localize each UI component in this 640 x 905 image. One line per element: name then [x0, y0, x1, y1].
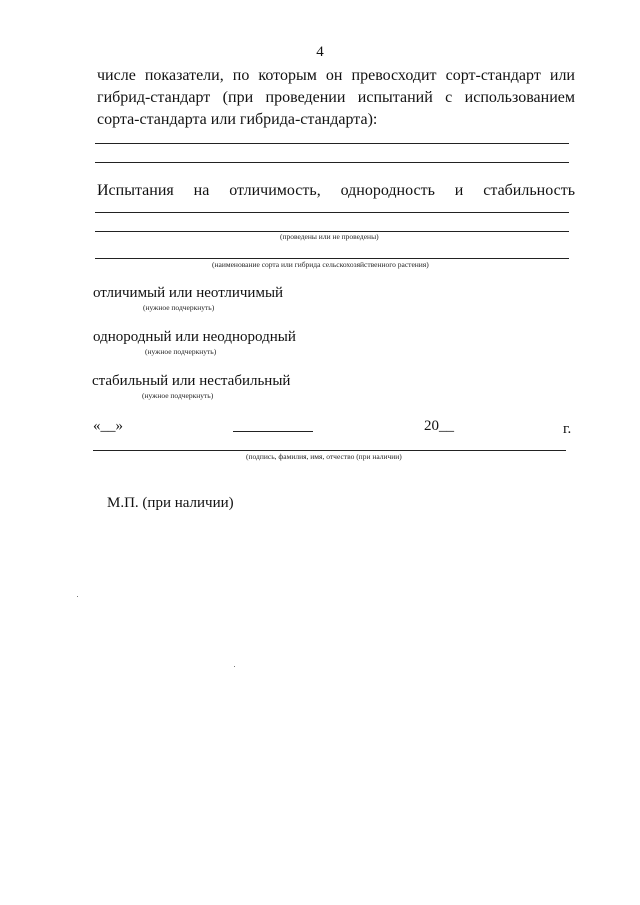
date-year-suffix: г.	[563, 421, 572, 437]
paragraph-line-3: сорта-стандарта или гибрида-стандарта):	[97, 111, 378, 128]
scan-speck	[77, 596, 78, 597]
month-line	[233, 431, 313, 432]
option-hint: (нужное подчеркнуть)	[143, 303, 215, 312]
signature-line	[93, 450, 566, 451]
date-day: «__»	[93, 418, 123, 434]
option-hint: (нужное подчеркнуть)	[145, 347, 217, 356]
option-hint: (нужное подчеркнуть)	[142, 391, 214, 400]
option-distinctness: отличимый или неотличимый	[93, 285, 284, 301]
caption-signature: (подпись, фамилия, имя, отчество (при наличии)	[246, 452, 402, 461]
fill-line	[95, 212, 569, 213]
scan-speck	[234, 666, 235, 667]
page-number: 4	[316, 44, 324, 60]
option-stability: стабильный или нестабильный	[92, 373, 291, 389]
stamp-placeholder: М.П. (при наличии)	[107, 495, 234, 511]
option-uniformity: однородный или неоднородный	[93, 329, 296, 345]
fill-line	[95, 143, 569, 144]
date-year: 20__	[424, 418, 454, 434]
caption-variety-name: (наименование сорта или гибрида сельскохозяйственного растения)	[212, 260, 429, 269]
paragraph-line-2: гибрид-стандарт (при проведении испытаний с использованием	[97, 89, 575, 106]
paragraph-line-1: числе показатели, по которым он превосходит сорт-стандарт или	[97, 67, 575, 84]
fill-line	[95, 258, 569, 259]
tests-heading: Испытания на отличимость, однородность и стабильность	[97, 182, 575, 199]
fill-line	[95, 162, 569, 163]
caption-conducted: (проведены или не проведены)	[280, 232, 379, 241]
